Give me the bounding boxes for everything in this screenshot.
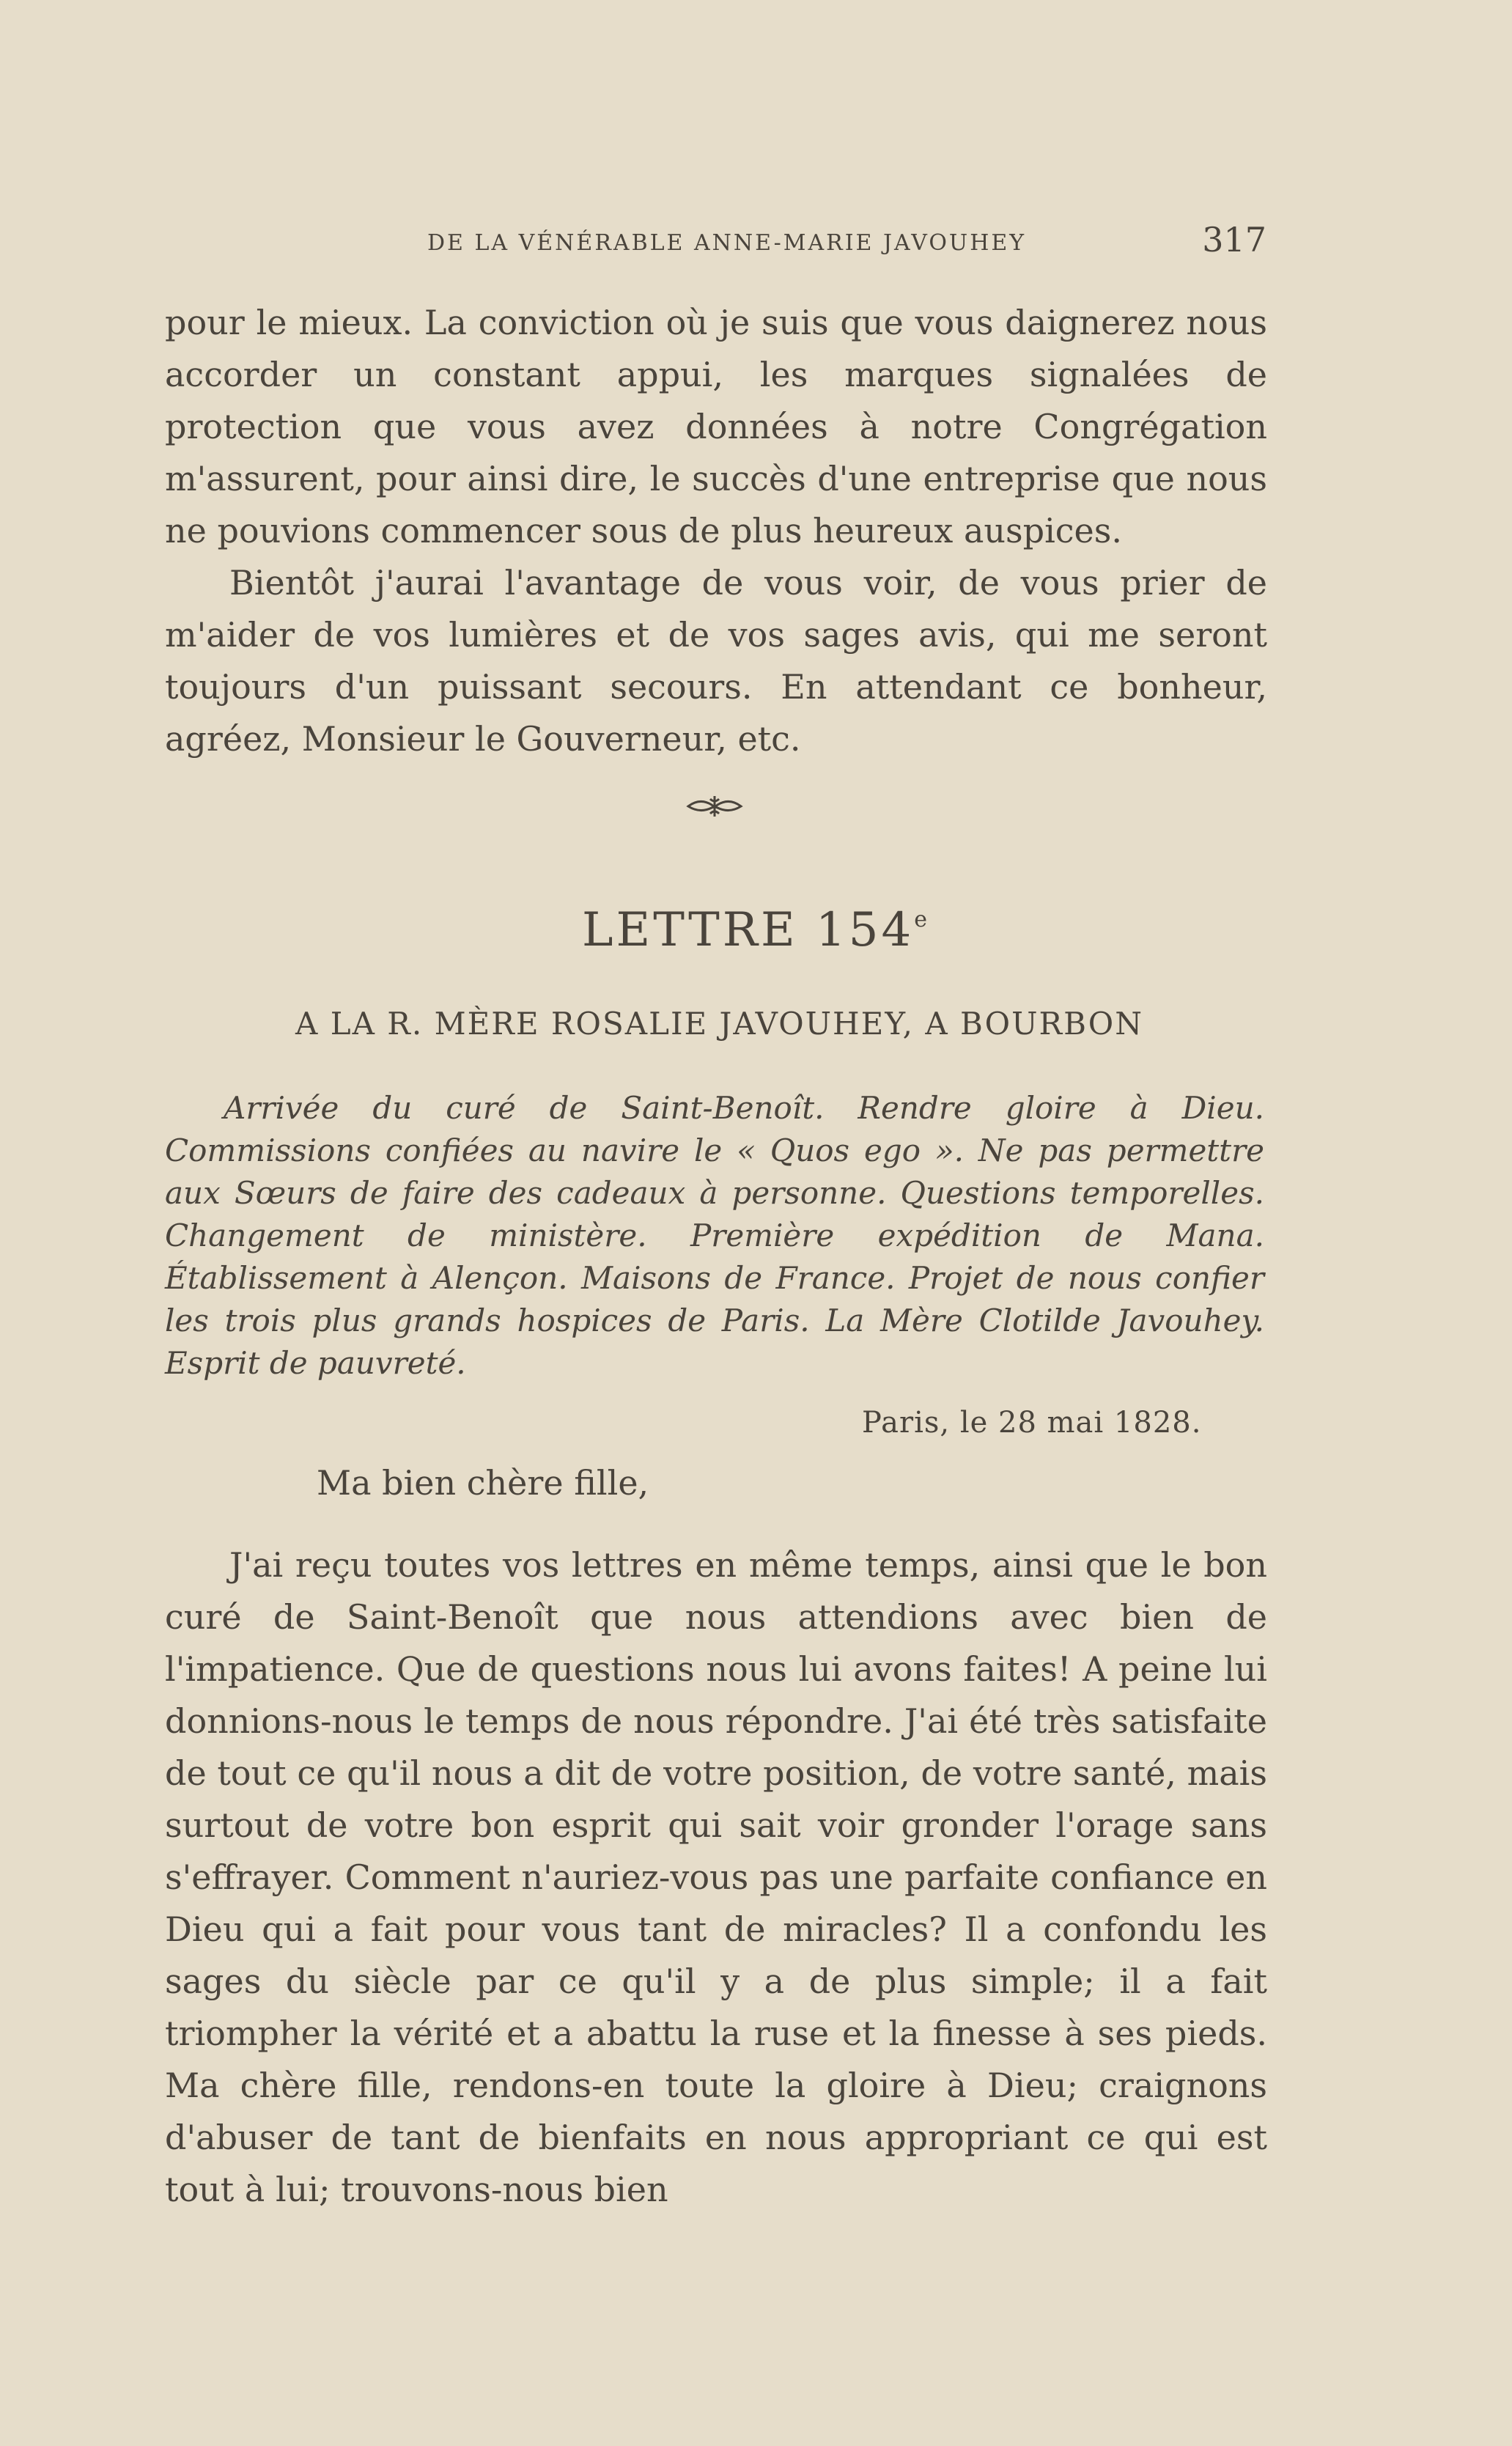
- page-number: 317: [1202, 220, 1266, 259]
- running-head: [167, 220, 1266, 262]
- fleuron-ornament-icon: [685, 792, 744, 821]
- running-title: DE LA VÉNÉRABLE ANNE-MARIE JAVOUHEY: [427, 230, 1027, 256]
- letter-summary: Arrivée du curé de Saint-Benoît. Rendre gloire à Dieu. Commissions confiées au navire le « Quos ego ». Ne pas permettre aux Sœurs de faire des cadeaux à personne. Questions temporelles. Changement de ministère. Première expédition de Mana. Établissement à Alençon. Maisons de France. Projet de nous confier les trois plus grands hospices de Paris. La Mère Clotilde Javouhey. Esprit de pauvreté.: [165, 1090, 1264, 1381]
- letter-number: LETTRE 154: [582, 903, 915, 957]
- letter-addressee: A LA R. MÈRE ROSALIE JAVOUHEY, A BOURBON: [295, 1006, 1143, 1042]
- letter-title: [0, 903, 1512, 957]
- paragraph-closing: Bientôt j'aurai l'avantage de vous voir, de vous prier de m'aider de vos lumières et de vos sages avis, qui me seront toujours d'un puissant secours. En attendant ce bonheur, agréez, Monsieur le Gouverneur, etc.: [165, 563, 1267, 759]
- letter-salutation: Ma bien chère fille,: [317, 1463, 649, 1503]
- letter-number-suffix: e: [914, 907, 930, 932]
- paragraph-continued: pour le mieux. La conviction où je suis que vous daignerez nous accorder un constant appui, les marques signalées de protection que vous avez données à notre Congrégation m'assurent, pour ainsi dire, le succès d'une entreprise que nous ne pouvions commencer sous de plus heureux auspices.: [165, 303, 1267, 550]
- letter-dateline: Paris, le 28 mai 1828.: [862, 1406, 1202, 1440]
- letter-body: J'ai reçu toutes vos lettres en même temps, ainsi que le bon curé de Saint-Benoît que nous attendions avec bien de l'impatience. Que de questions nous lui avons faites! A peine lui donnions-nous le temps de nous répondre. J'ai été très satisfaite de tout ce qu'il nous a dit de votre position, de votre santé, mais surtout de votre bon esprit qui sait voir gronder l'orage sans s'effrayer. Comment n'auriez-vous pas une parfaite confiance en Dieu qui a fait pour vous tant de miracles? Il a confondu les sages du siècle par ce qu'il y a de plus simple; il a fait triompher la vérité et a abattu la ruse et la finesse à ses pieds. Ma chère fille, rendons-en toute la gloire à Dieu; craignons d'abuser de tant de bienfaits en nous appropriant ce qui est tout à lui; trouvons-nous bien: [165, 1545, 1267, 2209]
